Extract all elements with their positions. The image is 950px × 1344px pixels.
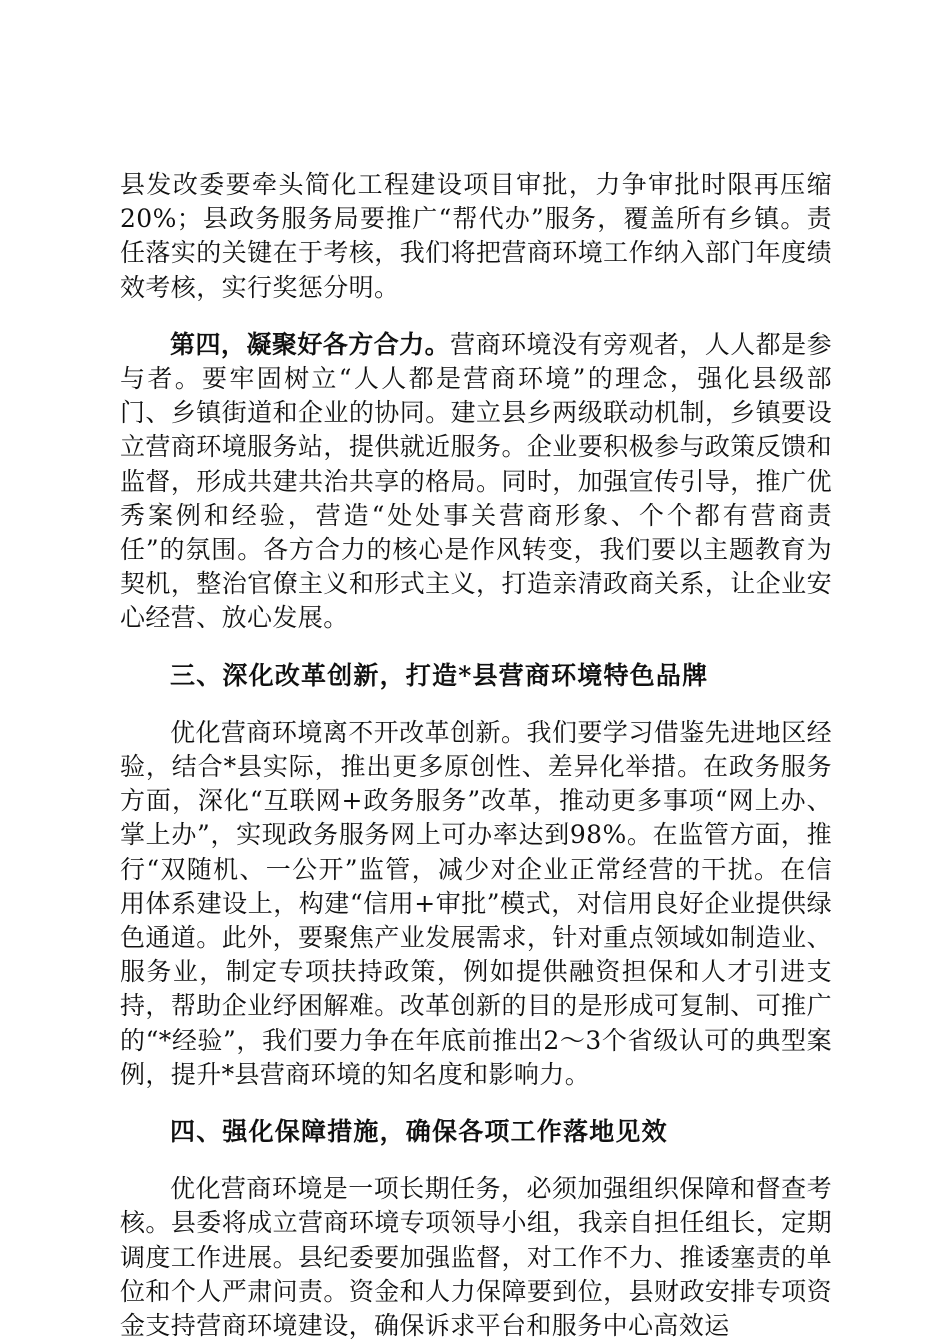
paragraph-gap <box>120 636 832 659</box>
paragraph-gap <box>120 1092 832 1115</box>
paragraph-lead-bold: 第四，凝聚好各方合力。 <box>170 329 451 359</box>
paragraph-safeguards: 优化营商环境是一项长期任务，必须加强组织保障和督查考核。县委将成立营商环境专项领导小组，我亲自担任组长，定期调度工作进展。县纪委要加强监督，对工作不力、推诿塞责的单位和个人严肃问责。资金和人力保障要到位，县财政安排专项资金支持营商环境建设，确保诉求平台和服务中心高效运 <box>120 1174 832 1341</box>
paragraph-body: 营商环境没有旁观者，人人都是参与者。要牢固树立“人人都是营商环境”的理念，强化县级部门、乡镇街道和企业的协同。建立县乡两级联动机制，乡镇要设立营商环境服务站，提供就近服务。企业要积极参与政策反馈和监督，形成共建共治共享的格局。同时，加强宣传引导，推广优秀案例和经验，营造“处处事关营商形象、个个都有营商责任”的氛围。各方合力的核心是作风转变，我们要以主题教育为契机，整治官僚主义和形式主义，打造亲清政商关系，让企业安心经营、放心发展。 <box>120 329 832 633</box>
paragraph-gap <box>120 305 832 328</box>
paragraph-gap <box>120 1149 832 1172</box>
document-body <box>120 168 832 1343</box>
section-heading-4: 四、强化保障措施，确保各项工作落地见效 <box>170 1117 668 1147</box>
paragraph-continuation: 县发改委要牵头简化工程建设项目审批，力争审批时限再压缩20%；县政务服务局要推广“帮代办”服务，覆盖所有乡镇。责任落实的关键在于考核，我们将把营商环境工作纳入部门年度绩效考核，实行奖惩分明。 <box>120 170 832 302</box>
paragraph-fourth-point <box>120 328 832 636</box>
paragraph-gap <box>120 693 832 716</box>
section-heading-3: 三、深化改革创新，打造*县营商环境特色品牌 <box>170 660 709 690</box>
paragraph-reform: 优化营商环境离不开改革创新。我们要学习借鉴先进地区经验，结合*县实际，推出更多原创性、差异化举措。在政务服务方面，深化“互联网+政务服务”改革，推动更多事项“网上办、掌上办”，实现政务服务网上可办率达到98%。在监管方面，推行“双随机、一公开”监管，减少对企业正常经营的干扰。在信用体系建设上，构建“信用+审批”模式，对信用良好企业提供绿色通道。此外，要聚焦产业发展需求，针对重点领域如制造业、服务业，制定专项扶持政策，例如提供融资担保和人才引进支持，帮助企业纾困解难。改革创新的目的是形成可复制、可推广的“*经验”，我们要力争在年底前推出2～3个省级认可的典型案例，提升*县营商环境的知名度和影响力。 <box>120 717 832 1089</box>
